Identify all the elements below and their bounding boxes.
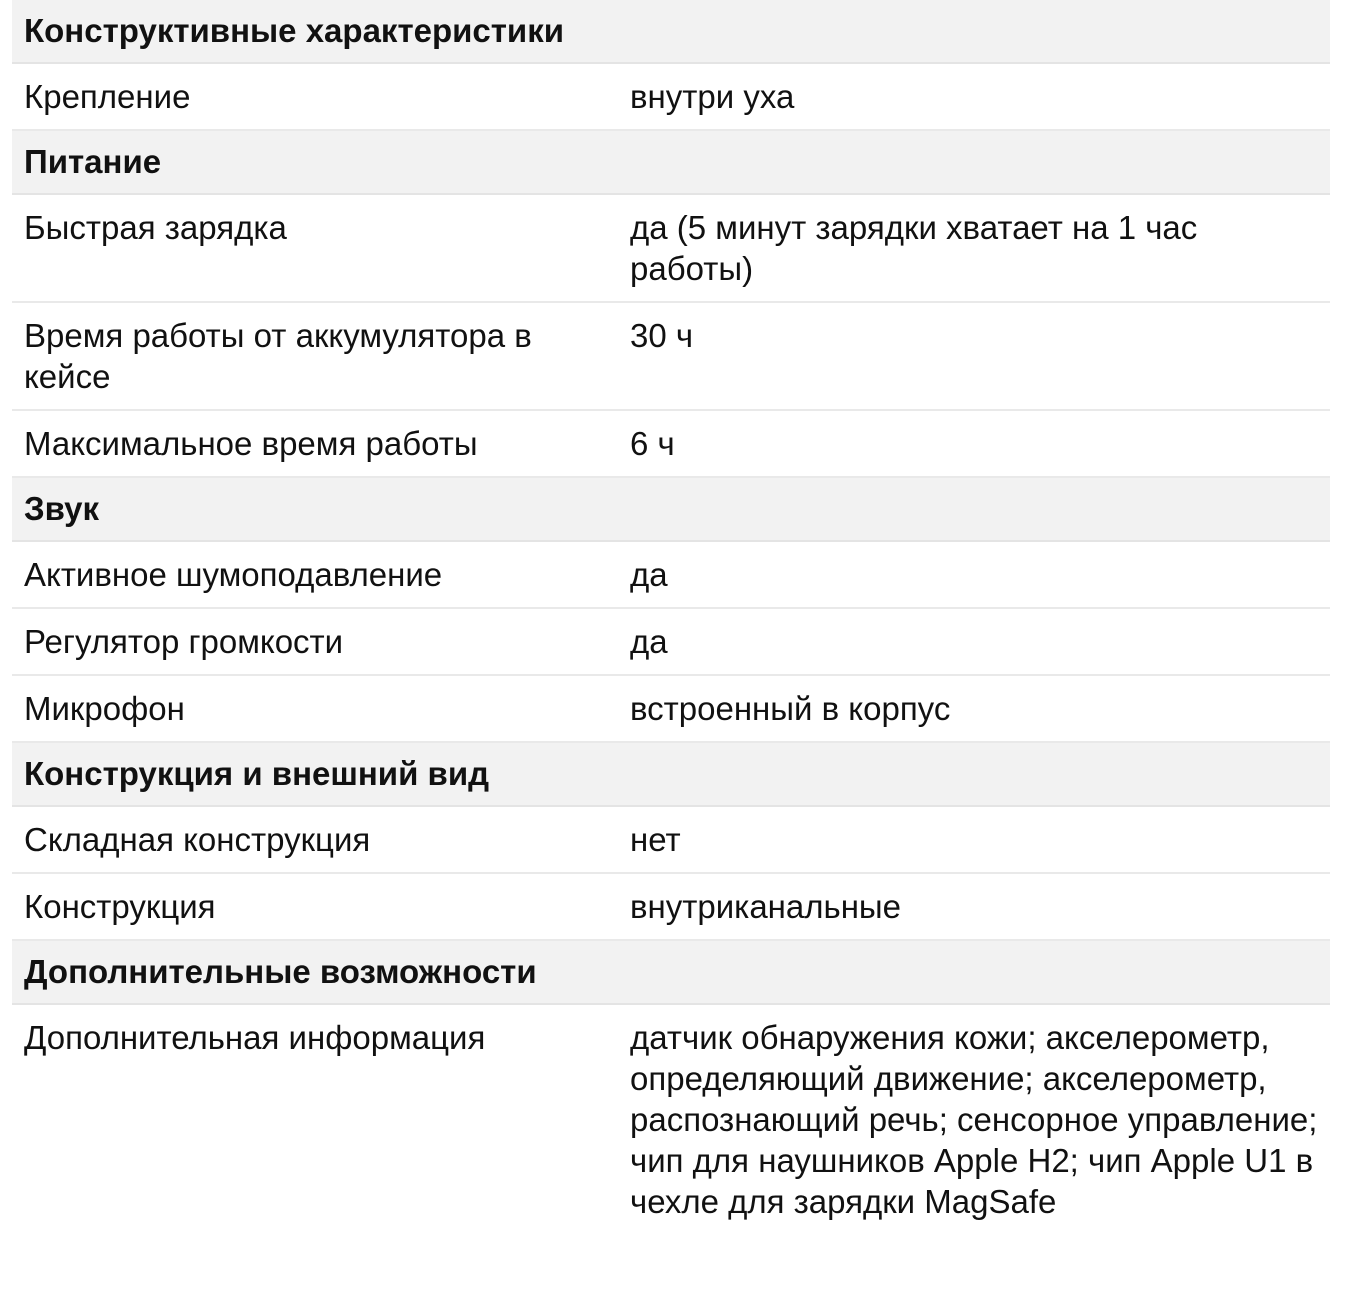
- section-extras: [12, 941, 1330, 1234]
- spec-value: встроенный в корпус: [630, 690, 951, 727]
- spec-row: [12, 874, 1330, 941]
- spec-row: [12, 64, 1330, 131]
- spec-row: [12, 303, 1330, 411]
- spec-value: да (5 минут зарядки хватает на 1 час работы): [630, 209, 1198, 287]
- spec-row: [12, 1005, 1330, 1234]
- section-sound: [12, 478, 1330, 743]
- spec-value: датчик обнаружения кожи; акселерометр, определяющий движение; акселерометр, распознающий речь; сенсорное управление; чип для наушников Apple H2; чип Apple U1 в чехле для зарядки MagSafe: [630, 1019, 1318, 1220]
- spec-name: Активное шумоподавление: [24, 556, 443, 593]
- section-construction: [12, 743, 1330, 941]
- spec-row: [12, 676, 1330, 743]
- spec-name: Складная конструкция: [24, 821, 371, 858]
- spec-name: Дополнительная информация: [24, 1019, 486, 1056]
- spec-row: [12, 542, 1330, 609]
- spec-name: Время работы от аккумулятора в кейсе: [24, 317, 532, 395]
- section-power: [12, 131, 1330, 478]
- section-title: Питание: [12, 131, 1330, 195]
- spec-row: [12, 807, 1330, 874]
- spec-name: Крепление: [24, 78, 191, 115]
- spec-value: да: [630, 556, 668, 593]
- section-title: Конструктивные характеристики: [12, 0, 1330, 64]
- spec-value: 30 ч: [630, 317, 694, 354]
- section-title: Конструкция и внешний вид: [12, 743, 1330, 807]
- spec-name: Микрофон: [24, 690, 185, 727]
- spec-value: 6 ч: [630, 425, 675, 462]
- spec-value: нет: [630, 821, 681, 858]
- spec-value: внутриканальные: [630, 888, 901, 925]
- spec-row: [12, 609, 1330, 676]
- spec-row: [12, 195, 1330, 303]
- spec-value: да: [630, 623, 668, 660]
- section-title: Дополнительные возможности: [12, 941, 1330, 1005]
- spec-table: [12, 0, 1330, 1234]
- spec-value: внутри уха: [630, 78, 795, 115]
- spec-name: Быстрая зарядка: [24, 209, 287, 246]
- spec-row: [12, 411, 1330, 478]
- spec-name: Регулятор громкости: [24, 623, 344, 660]
- section-design: [12, 0, 1330, 131]
- spec-name: Максимальное время работы: [24, 425, 478, 462]
- spec-name: Конструкция: [24, 888, 216, 925]
- section-title: Звук: [12, 478, 1330, 542]
